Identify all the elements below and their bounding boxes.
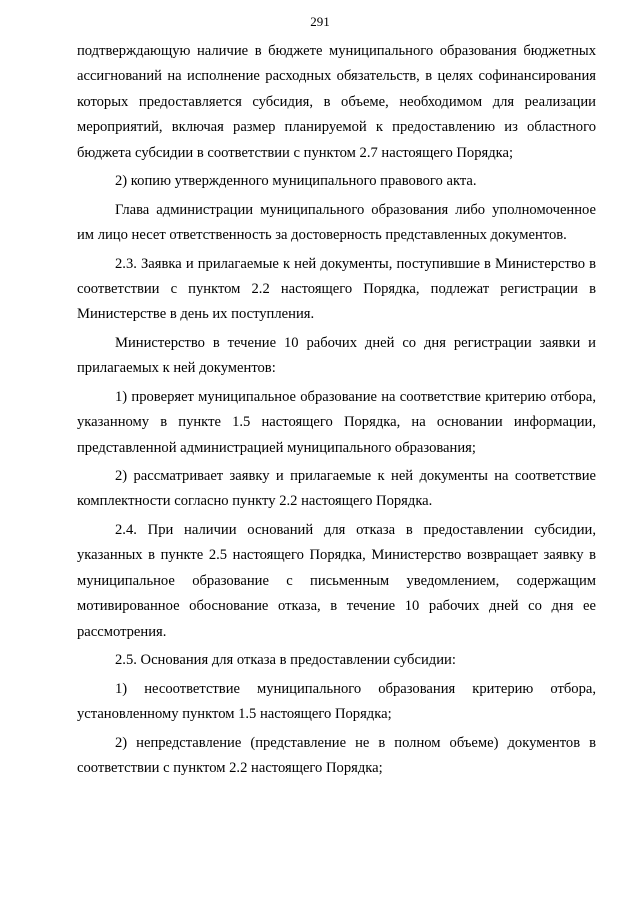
paragraph-grounds-item-2: 2) непредставление (представление не в полном объеме) документов в соответствии с пунктом 2.2 настоящего Порядка; [77,734,596,776]
document-body [77,39,596,784]
paragraph-continuation: подтверждающую наличие в бюджете муниципального образования бюджетных ассигнований на исполнение расходных обязательств, в целях софинансирования которых предоставляется субсидия, в объеме, необходимом для реализации мероприятий, включая размер планируемой к предоставлению из областного бюджета субсидии в соответствии с пунктом 2.7 настоящего Порядка; [77,43,596,161]
paragraph-2-5-grounds-heading: 2.5. Основания для отказа в предоставлении субсидии: [115,652,456,669]
paragraph-head-responsibility: Глава администрации муниципального образования либо уполномоченное им лицо несет ответственность за достоверность представленных документов. [77,201,596,244]
paragraph-item-2-copy-act: 2) копию утвержденного муниципального правового акта. [115,173,477,190]
paragraph-grounds-item-1: 1) несоответствие муниципального образования критерию отбора, установленному пунктом 1.5 настоящего Порядка; [77,680,596,722]
paragraph-2-4-refusal-return: 2.4. При наличии оснований для отказа в предоставлении субсидии, указанных в пункте 2.5 настоящего Порядка, Министерство возвращает заявку в муниципальное образование с письменным уведомлением, содержащим мотивированное обоснование отказа, в течение 10 рабочих дней со дня ее рассмотрения. [77,521,596,640]
page-number: 291 [310,14,330,29]
paragraph-review-item-2: 2) рассматривает заявку и прилагаемые к ней документы на соответствие комплектности согласно пункту 2.2 настоящего Порядка. [77,468,596,510]
paragraph-ministry-review: Министерство в течение 10 рабочих дней со дня регистрации заявки и прилагаемых к ней документов: [77,334,596,377]
paragraph-review-item-1: 1) проверяет муниципальное образование на соответствие критерию отбора, указанному в пункте 1.5 настоящего Порядка, на основании информации, представленной администрацией муниципального образования; [77,388,596,456]
paragraph-2-3-registration: 2.3. Заявка и прилагаемые к ней документы, поступившие в Министерство в соответствии с пунктом 2.2 настоящего Порядка, подлежат регистрации в Министерстве в день их поступления. [77,255,596,323]
